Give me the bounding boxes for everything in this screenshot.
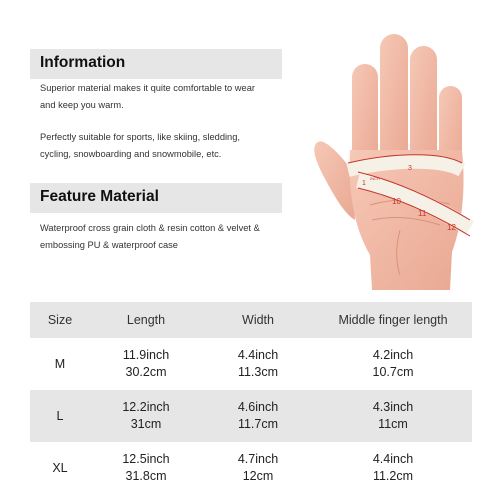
length-cm: 31cm [130, 417, 162, 431]
feature-material-line-2: embossing PU & waterproof case [40, 240, 178, 250]
width-cell [202, 399, 314, 433]
width-cell [202, 451, 314, 485]
hand-measurement-image [300, 20, 490, 290]
middle-finger-cell [314, 399, 472, 433]
information-heading-bar [30, 49, 282, 79]
tape-mark-inch: INCH [370, 176, 380, 181]
length-cell [90, 399, 202, 433]
length-cell [90, 451, 202, 485]
width-cm: 12cm [242, 469, 274, 483]
tape-mark-1: 1 [362, 180, 366, 187]
information-paragraph-2-line-2: cycling, snowboarding and snowmobile, etc. [40, 149, 222, 159]
header-size: Size [47, 313, 73, 327]
width-inch: 4.6inch [237, 400, 279, 414]
table-header-row [30, 302, 472, 338]
information-paragraph-1-line-1: Superior material makes it quite comfortable to wear [40, 83, 255, 93]
width-cm: 11.3cm [237, 365, 279, 379]
middle-finger-inch: 4.2inch [372, 348, 414, 362]
tape-mark-10: 10 [392, 197, 401, 206]
information-paragraph-1 [40, 80, 300, 114]
feature-material-line-1: Waterproof cross grain cloth & resin cotton & velvet & [40, 223, 260, 233]
length-cm: 30.2cm [125, 365, 167, 379]
width-cm: 11.7cm [237, 417, 279, 431]
information-paragraph-2-line-1: Perfectly suitable for sports, like skiing, sledding, [40, 132, 240, 142]
middle-finger-cell [314, 347, 472, 381]
middle-finger-cm: 11cm [378, 417, 408, 431]
table-row [30, 390, 472, 442]
width-inch: 4.7inch [237, 452, 279, 466]
width-cell [202, 347, 314, 381]
header-width: Width [242, 313, 274, 327]
header-middle-finger-length: Middle finger length [338, 313, 448, 327]
size-cell: XL [52, 460, 68, 475]
tape-mark-12: 12 [447, 223, 456, 232]
middle-finger [380, 34, 408, 164]
tape-mark-11: 11 [418, 209, 427, 218]
middle-finger-cm: 11.2cm [372, 469, 414, 483]
size-cell: L [56, 408, 64, 423]
header-length: Length [126, 313, 166, 327]
feature-material-paragraph [40, 220, 300, 254]
length-inch: 11.9inch [122, 348, 170, 362]
tape-mark-3: 3 [408, 165, 412, 172]
feature-material-heading-bar [30, 183, 282, 213]
middle-finger-cell [314, 451, 472, 485]
information-paragraph-1-line-2: and keep you warm. [40, 100, 124, 110]
length-inch: 12.2inch [122, 400, 170, 414]
length-inch: 12.5inch [122, 452, 170, 466]
size-cell: M [54, 356, 66, 371]
middle-finger-inch: 4.3inch [372, 400, 414, 414]
width-inch: 4.4inch [237, 348, 279, 362]
middle-finger-inch: 4.4inch [372, 452, 414, 466]
feature-material-heading: Feature Material [40, 188, 159, 205]
table-row [30, 442, 472, 494]
information-paragraph-2 [40, 129, 300, 163]
middle-finger-cm: 10.7cm [372, 365, 414, 379]
length-cell [90, 347, 202, 381]
length-cm: 31.8cm [125, 469, 167, 483]
information-heading: Information [40, 54, 126, 71]
size-table [30, 302, 472, 494]
table-row [30, 338, 472, 390]
thumb [314, 141, 355, 220]
ring-finger [410, 46, 437, 166]
